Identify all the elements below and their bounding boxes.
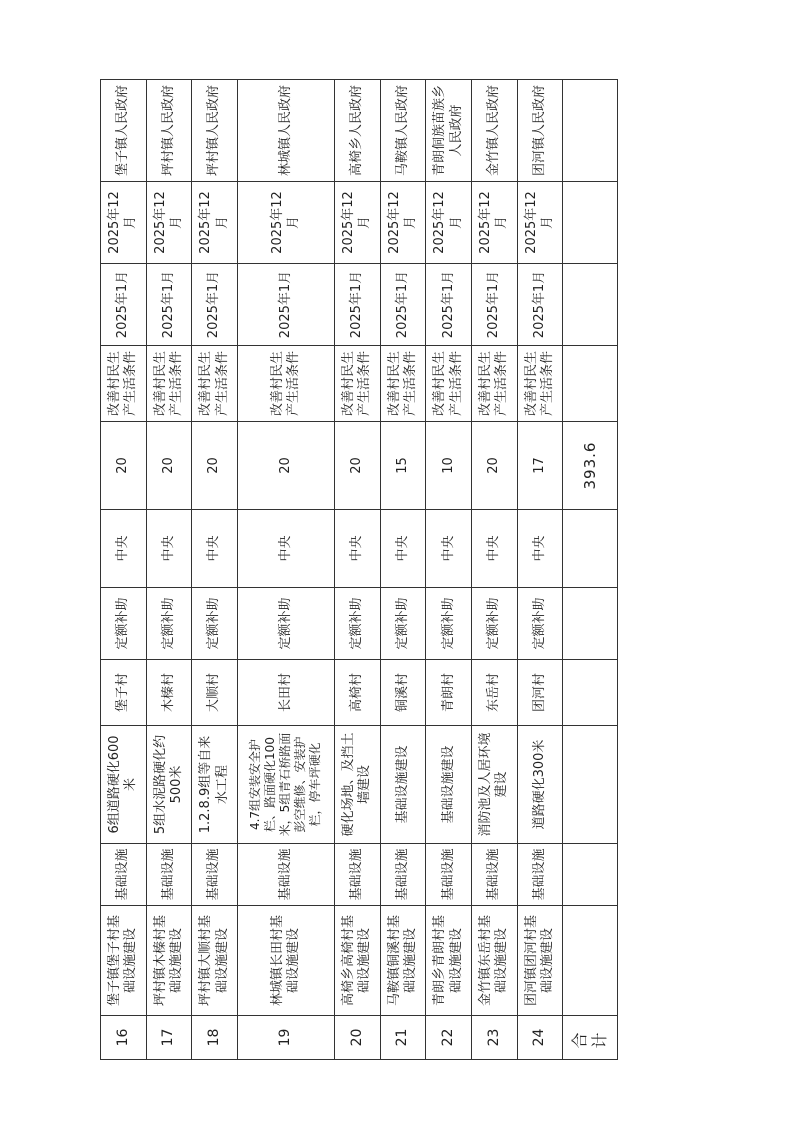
- village-cell: 青朗村: [426, 660, 472, 726]
- fund-source-cell: 中央: [471, 510, 517, 588]
- goal-cell: 改善村民生产生活条件: [192, 346, 238, 422]
- responsible-unit-cell: 青朗侗族苗族乡人民政府: [426, 80, 472, 182]
- support-method-cell: 定额补助: [426, 588, 472, 660]
- fund-source-cell: 中央: [380, 510, 426, 588]
- support-method-cell: 定额补助: [471, 588, 517, 660]
- goal-cell: 改善村民生产生活条件: [380, 346, 426, 422]
- end-date-cell: 2025年12月: [471, 182, 517, 264]
- fund-source-cell: 中央: [426, 510, 472, 588]
- end-date-cell: 2025年12月: [101, 182, 147, 264]
- responsible-unit-cell: 坪村镇人民政府: [146, 80, 192, 182]
- start-date-cell: 2025年1月: [192, 264, 238, 346]
- goal-cell: 改善村民生产生活条件: [146, 346, 192, 422]
- end-date-cell: 2025年12月: [146, 182, 192, 264]
- row-number-cell: 22: [426, 1016, 472, 1060]
- project-name-cell: 坪村镇大顺村基础设施建设: [192, 906, 238, 1016]
- start-date-cell: 2025年1月: [517, 264, 563, 346]
- amount-cell: 17: [517, 422, 563, 510]
- table-row: [517, 80, 563, 1060]
- goal-cell: 改善村民生产生活条件: [517, 346, 563, 422]
- category-cell: 基础设施: [426, 844, 472, 906]
- project-name-cell: 林城镇长田村基础设施建设: [237, 906, 334, 1016]
- start-date-cell: 2025年1月: [380, 264, 426, 346]
- project-table: [100, 79, 618, 1060]
- start-date-cell: 2025年1月: [335, 264, 381, 346]
- start-date-cell: 2025年1月: [146, 264, 192, 346]
- empty-cell: [563, 182, 618, 264]
- village-cell: 堡子村: [101, 660, 147, 726]
- row-number-cell: 23: [471, 1016, 517, 1060]
- goal-cell: 改善村民生产生活条件: [237, 346, 334, 422]
- table-row: [146, 80, 192, 1060]
- support-method-cell: 定额补助: [380, 588, 426, 660]
- support-method-cell: 定额补助: [146, 588, 192, 660]
- village-cell: 长田村: [237, 660, 334, 726]
- table-row: [237, 80, 334, 1060]
- table-row: [101, 80, 147, 1060]
- end-date-cell: 2025年12月: [335, 182, 381, 264]
- category-cell: 基础设施: [146, 844, 192, 906]
- village-cell: 大顺村: [192, 660, 238, 726]
- end-date-cell: 2025年12月: [192, 182, 238, 264]
- row-number-cell: 16: [101, 1016, 147, 1060]
- category-cell: 基础设施: [237, 844, 334, 906]
- fund-source-cell: 中央: [335, 510, 381, 588]
- empty-cell: [563, 264, 618, 346]
- support-method-cell: 定额补助: [335, 588, 381, 660]
- empty-cell: [563, 346, 618, 422]
- empty-cell: [563, 844, 618, 906]
- village-cell: 高椅村: [335, 660, 381, 726]
- support-method-cell: 定额补助: [237, 588, 334, 660]
- row-number-cell: 21: [380, 1016, 426, 1060]
- construction-content-cell: 1.2.8.9组等自来水工程: [192, 726, 238, 844]
- village-cell: 东岳村: [471, 660, 517, 726]
- total-row: [563, 80, 618, 1060]
- fund-source-cell: 中央: [237, 510, 334, 588]
- responsible-unit-cell: 堡子镇人民政府: [101, 80, 147, 182]
- responsible-unit-cell: 金竹镇人民政府: [471, 80, 517, 182]
- total-amount-cell: 393.6: [563, 422, 618, 510]
- amount-cell: 20: [335, 422, 381, 510]
- start-date-cell: 2025年1月: [101, 264, 147, 346]
- construction-content-cell: 硬化场地、及挡土墙建设: [335, 726, 381, 844]
- category-cell: 基础设施: [101, 844, 147, 906]
- construction-content-cell: 6组道路硬化600米: [101, 726, 147, 844]
- empty-cell: [563, 510, 618, 588]
- fund-source-cell: 中央: [517, 510, 563, 588]
- construction-content-cell: 5组水泥路硬化约500米: [146, 726, 192, 844]
- empty-cell: [563, 660, 618, 726]
- support-method-cell: 定额补助: [517, 588, 563, 660]
- support-method-cell: 定额补助: [101, 588, 147, 660]
- end-date-cell: 2025年12月: [517, 182, 563, 264]
- row-number-cell: 17: [146, 1016, 192, 1060]
- amount-cell: 20: [101, 422, 147, 510]
- goal-cell: 改善村民生产生活条件: [426, 346, 472, 422]
- project-name-cell: 马鞍镇铜溪村基础设施建设: [380, 906, 426, 1016]
- category-cell: 基础设施: [380, 844, 426, 906]
- empty-cell: [563, 588, 618, 660]
- end-date-cell: 2025年12月: [426, 182, 472, 264]
- end-date-cell: 2025年12月: [380, 182, 426, 264]
- construction-content-cell: 消防池及人居环境建设: [471, 726, 517, 844]
- project-name-cell: 青朗乡青朗村基础设施建设: [426, 906, 472, 1016]
- construction-content-cell: 道路硬化300米: [517, 726, 563, 844]
- category-cell: 基础设施: [192, 844, 238, 906]
- support-method-cell: 定额补助: [192, 588, 238, 660]
- goal-cell: 改善村民生产生活条件: [335, 346, 381, 422]
- row-number-cell: 19: [237, 1016, 334, 1060]
- goal-cell: 改善村民生产生活条件: [101, 346, 147, 422]
- responsible-unit-cell: 团河镇人民政府: [517, 80, 563, 182]
- project-name-cell: 金竹镇东岳村基础设施建设: [471, 906, 517, 1016]
- table-row: [471, 80, 517, 1060]
- empty-cell: [563, 80, 618, 182]
- category-cell: 基础设施: [517, 844, 563, 906]
- table-row: [335, 80, 381, 1060]
- start-date-cell: 2025年1月: [237, 264, 334, 346]
- village-cell: 铜溪村: [380, 660, 426, 726]
- construction-content-cell: 4.7组安装安全护栏、路面硬化100米，5组青石桥路面彭空维修、安装护栏，停车坪硬化: [237, 726, 334, 844]
- amount-cell: 10: [426, 422, 472, 510]
- project-name-cell: 团河镇团河村基础设施建设: [517, 906, 563, 1016]
- end-date-cell: 2025年12月: [237, 182, 334, 264]
- total-label-cell: 合计: [563, 1016, 618, 1060]
- table-row: [192, 80, 238, 1060]
- responsible-unit-cell: 林城镇人民政府: [237, 80, 334, 182]
- category-cell: 基础设施: [335, 844, 381, 906]
- table-row: [380, 80, 426, 1060]
- construction-content-cell: 基础设施建设: [380, 726, 426, 844]
- fund-source-cell: 中央: [192, 510, 238, 588]
- project-name-cell: 堡子镇堡子村基础设施建设: [101, 906, 147, 1016]
- row-number-cell: 20: [335, 1016, 381, 1060]
- construction-content-cell: 基础设施建设: [426, 726, 472, 844]
- empty-cell: [563, 726, 618, 844]
- amount-cell: 20: [192, 422, 238, 510]
- goal-cell: 改善村民生产生活条件: [471, 346, 517, 422]
- amount-cell: 20: [146, 422, 192, 510]
- village-cell: 木榛村: [146, 660, 192, 726]
- table-row: [426, 80, 472, 1060]
- amount-cell: 20: [471, 422, 517, 510]
- category-cell: 基础设施: [471, 844, 517, 906]
- responsible-unit-cell: 马鞍镇人民政府: [380, 80, 426, 182]
- start-date-cell: 2025年1月: [471, 264, 517, 346]
- empty-cell: [563, 906, 618, 1016]
- row-number-cell: 24: [517, 1016, 563, 1060]
- responsible-unit-cell: 坪村镇人民政府: [192, 80, 238, 182]
- amount-cell: 20: [237, 422, 334, 510]
- fund-source-cell: 中央: [101, 510, 147, 588]
- amount-cell: 15: [380, 422, 426, 510]
- project-name-cell: 高椅乡高椅村基础设施建设: [335, 906, 381, 1016]
- project-name-cell: 坪村镇木榛村基础设施建设: [146, 906, 192, 1016]
- table-body: [101, 80, 618, 1060]
- row-number-cell: 18: [192, 1016, 238, 1060]
- village-cell: 团河村: [517, 660, 563, 726]
- fund-source-cell: 中央: [146, 510, 192, 588]
- responsible-unit-cell: 高椅乡人民政府: [335, 80, 381, 182]
- start-date-cell: 2025年1月: [426, 264, 472, 346]
- rotated-table-frame: [100, 80, 618, 1060]
